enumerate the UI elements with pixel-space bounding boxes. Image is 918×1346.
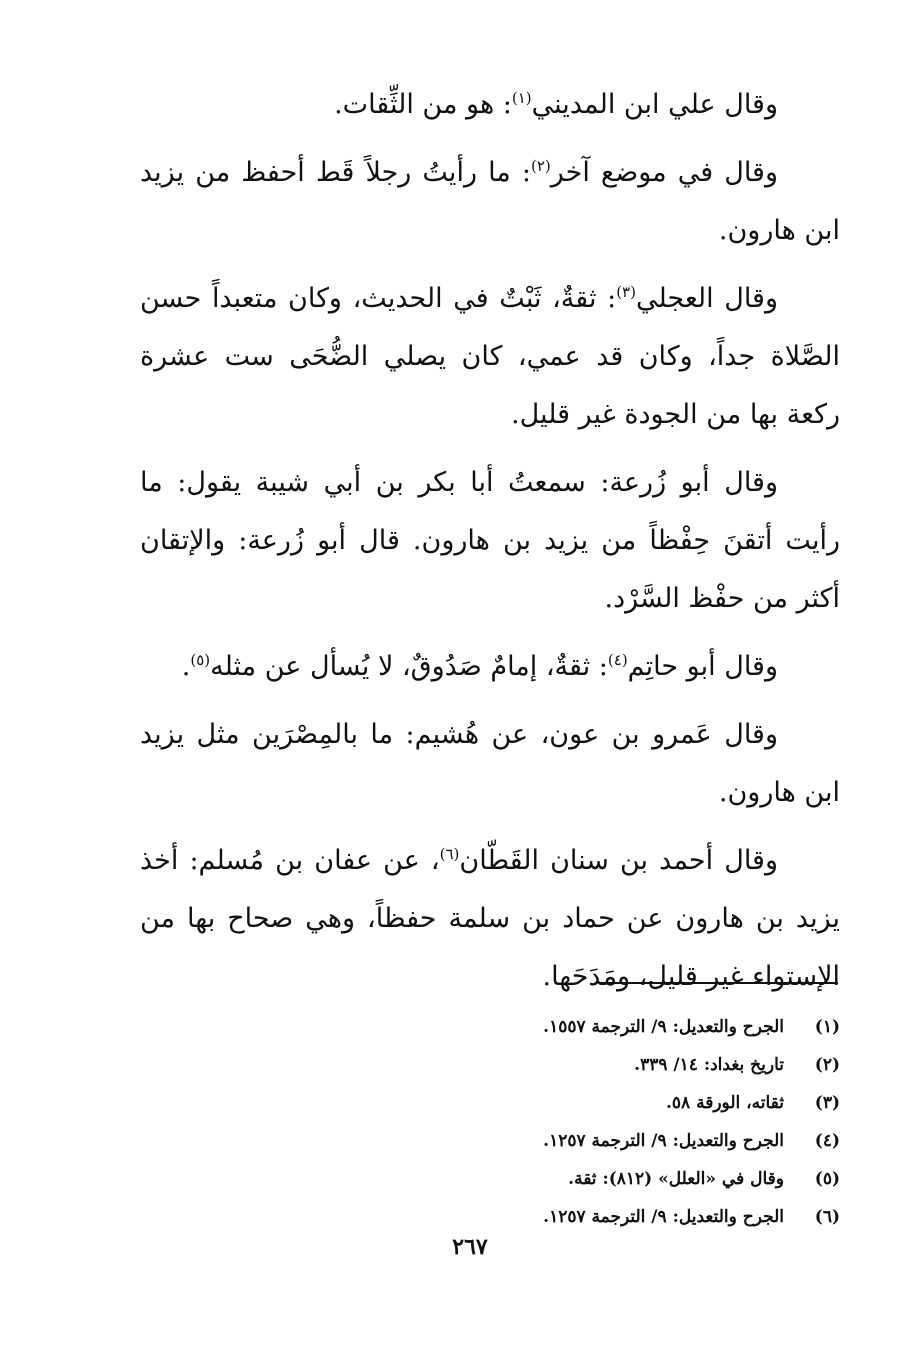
- footnotes: [300, 1008, 840, 1236]
- footnote-ref-6: (٦): [439, 845, 460, 863]
- footnote-ref-3: (٣): [616, 283, 636, 301]
- paragraph-al-ijli: وقال العجلي$^{(٣)}$: ثقةٌ، ثَبْتٌ في الحديث، وكان متعبداً حسن الصَّلاة جداً، وكان قد عمي، كان يصلي الضُّحَى ست عشرة ركعة بها من الجودة غير قليل.: [140, 283, 840, 430]
- footnote-item: [300, 1122, 840, 1160]
- footnote-item: [300, 1008, 840, 1046]
- footnote-text: وقال في «العلل» (٨١٢): ثقة.: [568, 1169, 784, 1189]
- footnote-text: الجرح والتعديل: ٩/ الترجمة ١٥٥٧.: [543, 1017, 784, 1037]
- footnote-separator: [600, 982, 838, 984]
- footnote-text: الجرح والتعديل: ٩/ الترجمة ١٢٥٧.: [543, 1131, 784, 1151]
- footnote-ref-1: (١): [511, 89, 532, 107]
- footnote-number: (٦): [814, 1207, 840, 1227]
- paragraph-abu-hatim: وقال أبو حاتِم$^{(٤)}$: ثقةٌ، إمامٌ صَدُوقٌ، لا يُسأل عن مثله$^{(٥)}$.: [181, 651, 778, 682]
- paragraph-ahmad-bin-sinan: وقال أحمد بن سنان القَطّان$^{(٦)}$، عن عفان بن مُسلم: أخذ يزيد بن هارون عن حماد بن سلمة حفظاً، وهي صحاح بها من الإستواء غير قليل، ومَدَحَها.: [140, 845, 840, 992]
- footnote-text: الجرح والتعديل: ٩/ الترجمة ١٢٥٧.: [543, 1207, 784, 1227]
- paragraph-abu-zura: وقال أبو زُرعة: سمعتُ أبا بكر بن أبي شيبة يقول: ما رأيت أتقنَ حِفْظاً من يزيد بن هارون. قال أبو زُرعة: والإتقان أكثر من حفْظ السَّرْد.: [140, 467, 840, 614]
- footnote-number: (١): [814, 1017, 840, 1037]
- footnote-ref-5: (٥): [190, 651, 211, 669]
- page-number: ٢٦٧: [452, 1234, 488, 1260]
- footnote-item: [300, 1198, 840, 1236]
- footnote-ref-4: (٤): [607, 651, 628, 669]
- footnote-item: [300, 1160, 840, 1198]
- footnote-text: تاريخ بغداد: ١٤/ ٣٣٩.: [634, 1055, 784, 1075]
- footnote-text: ثقاته، الورقة ٥٨.: [665, 1093, 784, 1113]
- footnote-item: [300, 1084, 840, 1122]
- footnote-ref-2: (٢): [530, 157, 551, 175]
- footnote-number: (٢): [814, 1055, 840, 1075]
- footnote-number: (٤): [814, 1131, 840, 1151]
- paragraph-amr-bin-awn: وقال عَمرو بن عون، عن هُشيم: ما بالمِصْرَين مثل يزيد ابن هارون.: [140, 719, 840, 808]
- paragraph-another-place: وقال في موضع آخر$^{(٢)}$: ما رأيتُ رجلاً قَط أحفظ من يزيد ابن هارون.: [140, 157, 840, 246]
- footnote-number: (٣): [814, 1093, 840, 1113]
- main-text: [140, 76, 840, 1016]
- footnote-number: (٥): [814, 1169, 840, 1189]
- footnote-item: [300, 1046, 840, 1084]
- paragraph-ibn-al-madini: وقال علي ابن المديني$^{(١)}$: هو من الثِّقات.: [334, 89, 778, 120]
